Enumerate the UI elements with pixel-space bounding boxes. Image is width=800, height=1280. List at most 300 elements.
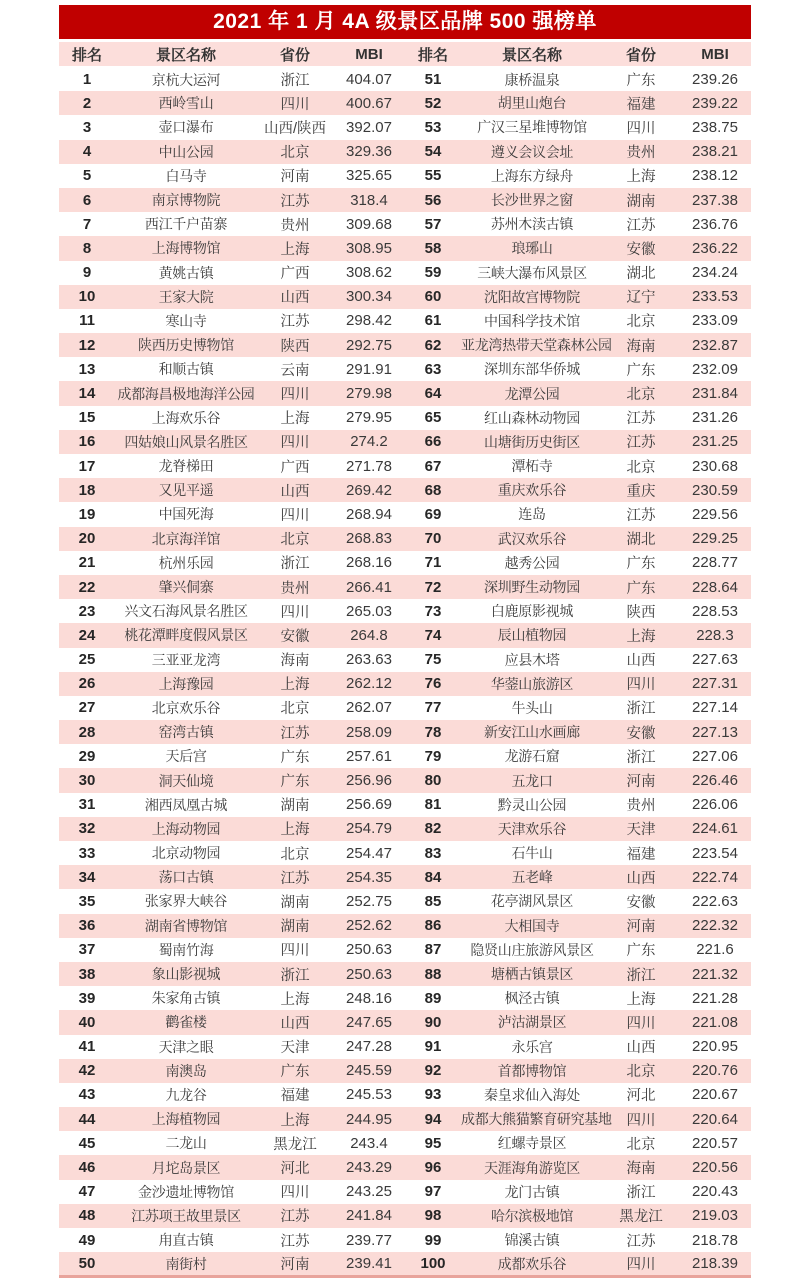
mbi-cell: 237.38	[692, 191, 738, 209]
province-cell: 浙江	[626, 1185, 656, 1202]
scenic-name-cell: 遵义会议会址	[490, 143, 574, 160]
rank-cell: 43	[78, 1086, 96, 1104]
mbi-cell: 254.47	[346, 844, 392, 862]
rank-cell: 4	[82, 143, 92, 161]
rank-cell: 96	[424, 1159, 442, 1177]
mbi-cell: 221.32	[692, 965, 738, 983]
scenic-name-cell: 泸沽湖景区	[497, 1014, 567, 1031]
rank-cell: 3	[82, 118, 92, 136]
province-cell: 山西	[280, 290, 310, 307]
mbi-cell: 220.56	[692, 1159, 738, 1177]
table-row	[59, 333, 751, 357]
rank-cell: 24	[78, 626, 96, 644]
rank-cell: 14	[78, 385, 96, 403]
table-row	[59, 527, 751, 551]
scenic-name-cell: 京杭大运河	[151, 71, 221, 88]
rank-cell: 76	[424, 675, 442, 693]
scenic-name-cell: 胡里山炮台	[497, 95, 567, 112]
scenic-name-cell: 杭州乐园	[158, 554, 214, 571]
scenic-name-cell: 兴文石海风景名胜区	[124, 603, 248, 620]
table-row	[59, 1107, 751, 1131]
rank-cell: 71	[424, 554, 442, 572]
table-row	[59, 865, 751, 889]
mbi-cell: 279.95	[346, 409, 392, 427]
rank-cell: 20	[78, 530, 96, 548]
province-cell: 河南	[280, 1257, 310, 1274]
rank-cell: 5	[82, 167, 92, 185]
scenic-name-cell: 锦溪古镇	[504, 1232, 560, 1249]
rank-cell: 9	[82, 264, 92, 282]
province-cell: 福建	[280, 1088, 310, 1105]
rank-cell: 15	[78, 409, 96, 427]
province-cell: 湖南	[280, 919, 310, 936]
rank-cell: 69	[424, 505, 442, 523]
province-cell: 贵州	[280, 217, 310, 234]
rank-cell: 56	[424, 191, 442, 209]
scenic-name-cell: 广汉三星堆博物馆	[477, 119, 587, 136]
scenic-name-cell: 西江千户苗寨	[144, 216, 228, 233]
province-cell: 河南	[626, 774, 656, 791]
mbi-cell: 269.42	[346, 481, 392, 499]
table-row	[59, 67, 751, 91]
scenic-name-cell: 黄姚古镇	[158, 264, 214, 281]
mbi-cell: 247.28	[346, 1038, 392, 1056]
province-cell: 云南	[280, 362, 310, 379]
province-cell: 江苏	[626, 435, 656, 452]
table-row	[59, 309, 751, 333]
rank-cell: 7	[82, 215, 92, 233]
table-row	[59, 575, 751, 599]
rank-cell: 37	[78, 941, 96, 959]
scenic-name-cell: 红山森林动物园	[484, 409, 580, 426]
mbi-cell: 291.91	[346, 360, 392, 378]
mbi-cell: 256.69	[346, 796, 392, 814]
province-cell: 四川	[280, 96, 310, 113]
province-cell: 浙江	[280, 73, 310, 90]
rank-cell: 49	[78, 1231, 96, 1249]
scenic-name-cell: 上海植物园	[151, 1111, 221, 1128]
table-row	[59, 406, 751, 430]
rank-cell: 47	[78, 1183, 96, 1201]
province-cell: 广西	[280, 266, 310, 283]
mbi-cell: 238.21	[692, 143, 738, 161]
mbi-cell: 268.16	[346, 554, 392, 572]
province-cell: 湖北	[626, 266, 656, 283]
mbi-cell: 245.59	[346, 1062, 392, 1080]
rank-cell: 13	[78, 360, 96, 378]
province-cell: 海南	[626, 338, 656, 355]
mbi-cell: 220.57	[692, 1134, 738, 1152]
province-cell: 四川	[626, 120, 656, 137]
rank-cell: 79	[424, 747, 442, 765]
scenic-name-cell: 张家界大峡谷	[144, 893, 228, 910]
mbi-cell: 221.6	[696, 941, 734, 959]
province-cell: 河南	[280, 169, 310, 186]
scenic-name-cell: 天津欢乐谷	[497, 820, 567, 837]
rank-cell: 54	[424, 143, 442, 161]
rank-cell: 46	[78, 1159, 96, 1177]
col-header-name-right: 景区名称	[461, 42, 603, 67]
scenic-name-cell: 花亭湖风景区	[490, 893, 574, 910]
province-cell: 山西	[626, 1040, 656, 1057]
mbi-cell: 222.32	[692, 917, 738, 935]
province-cell: 浙江	[280, 556, 310, 573]
rank-cell: 95	[424, 1134, 442, 1152]
col-header-province-left: 省份	[257, 42, 333, 67]
scenic-name-cell: 蜀南竹海	[158, 941, 214, 958]
rank-cell: 65	[424, 409, 442, 427]
scenic-name-cell: 上海欢乐谷	[151, 409, 221, 426]
province-cell: 江苏	[626, 1233, 656, 1250]
scenic-name-cell: 中山公园	[158, 143, 214, 160]
province-cell: 四川	[280, 435, 310, 452]
scenic-name-cell: 二龙山	[165, 1135, 207, 1152]
mbi-cell: 224.61	[692, 820, 738, 838]
table-row	[59, 1010, 751, 1034]
table-row	[59, 768, 751, 792]
scenic-name-cell: 天涯海角游览区	[484, 1159, 580, 1176]
scenic-name-cell: 红螺寺景区	[497, 1135, 567, 1152]
province-cell: 上海	[280, 411, 310, 428]
province-cell: 江苏	[280, 725, 310, 742]
rank-cell: 52	[424, 94, 442, 112]
rank-cell: 42	[78, 1062, 96, 1080]
scenic-name-cell: 甪直古镇	[158, 1232, 214, 1249]
scenic-name-cell: 武汉欢乐谷	[497, 530, 567, 547]
table-row	[59, 648, 751, 672]
mbi-cell: 392.07	[346, 118, 392, 136]
table-row	[59, 1252, 751, 1276]
scenic-name-cell: 上海动物园	[151, 820, 221, 837]
rank-cell: 55	[424, 167, 442, 185]
mbi-cell: 220.67	[692, 1086, 738, 1104]
province-cell: 上海	[280, 677, 310, 694]
rank-cell: 100	[420, 1255, 446, 1273]
mbi-cell: 222.63	[692, 892, 738, 910]
rank-cell: 91	[424, 1038, 442, 1056]
province-cell: 四川	[280, 1185, 310, 1202]
province-cell: 江苏	[280, 193, 310, 210]
province-cell: 山西	[280, 1015, 310, 1032]
scenic-name-cell: 荡口古镇	[158, 869, 214, 886]
scenic-name-cell: 象山影视城	[151, 966, 221, 983]
scenic-name-cell: 三亚亚龙湾	[151, 651, 221, 668]
rank-cell: 58	[424, 239, 442, 257]
rank-cell: 98	[424, 1207, 442, 1225]
province-cell: 北京	[626, 387, 656, 404]
table-row	[59, 1059, 751, 1083]
rank-cell: 77	[424, 699, 442, 717]
mbi-cell: 265.03	[346, 602, 392, 620]
scenic-name-cell: 山塘街历史街区	[484, 433, 580, 450]
mbi-cell: 256.96	[346, 772, 392, 790]
rank-cell: 6	[82, 191, 92, 209]
province-cell: 安徽	[626, 241, 656, 258]
scenic-name-cell: 长沙世界之窗	[490, 192, 574, 209]
province-cell: 辽宁	[626, 290, 656, 307]
scenic-name-cell: 琅琊山	[511, 240, 553, 257]
mbi-cell: 250.63	[346, 941, 392, 959]
scenic-name-cell: 三峡大瀑布风景区	[477, 264, 587, 281]
province-cell: 广东	[626, 73, 656, 90]
province-cell: 四川	[280, 387, 310, 404]
province-cell: 四川	[626, 1257, 656, 1274]
scenic-name-cell: 洞天仙境	[158, 772, 214, 789]
province-cell: 贵州	[280, 580, 310, 597]
mbi-cell: 239.41	[346, 1255, 392, 1273]
rank-cell: 53	[424, 118, 442, 136]
mbi-cell: 248.16	[346, 989, 392, 1007]
mbi-cell: 228.64	[692, 578, 738, 596]
province-cell: 北京	[626, 1064, 656, 1081]
province-cell: 北京	[626, 1136, 656, 1153]
rank-cell: 33	[78, 844, 96, 862]
mbi-cell: 226.46	[692, 772, 738, 790]
scenic-name-cell: 南澳岛	[165, 1062, 207, 1079]
mbi-cell: 234.24	[692, 264, 738, 282]
mbi-cell: 308.95	[346, 239, 392, 257]
rank-cell: 90	[424, 1013, 442, 1031]
scenic-name-cell: 上海博物馆	[151, 240, 221, 257]
scenic-name-cell: 江苏项王故里景区	[131, 1207, 241, 1224]
mbi-cell: 232.87	[692, 336, 738, 354]
rank-cell: 26	[78, 675, 96, 693]
province-cell: 四川	[626, 1112, 656, 1129]
table-row	[59, 357, 751, 381]
mbi-cell: 243.25	[346, 1183, 392, 1201]
province-cell: 山西/陕西	[263, 120, 327, 137]
mbi-cell: 220.64	[692, 1110, 738, 1128]
province-cell: 江苏	[280, 1233, 310, 1250]
ranking-table-body	[59, 67, 751, 1276]
rank-cell: 94	[424, 1110, 442, 1128]
scenic-name-cell: 隐贤山庄旅游风景区	[470, 941, 594, 958]
province-cell: 安徽	[626, 894, 656, 911]
mbi-cell: 241.84	[346, 1207, 392, 1225]
table-row	[59, 1083, 751, 1107]
scenic-name-cell: 中国死海	[158, 506, 214, 523]
scenic-name-cell: 北京海洋馆	[151, 530, 221, 547]
mbi-cell: 239.22	[692, 94, 738, 112]
table-row	[59, 115, 751, 139]
scenic-name-cell: 上海东方绿舟	[490, 167, 574, 184]
table-row	[59, 502, 751, 526]
table-row	[59, 672, 751, 696]
province-cell: 广东	[626, 556, 656, 573]
scenic-name-cell: 鹳雀楼	[165, 1014, 207, 1031]
province-cell: 福建	[626, 96, 656, 113]
rank-cell: 31	[78, 796, 96, 814]
rank-cell: 21	[78, 554, 96, 572]
province-cell: 上海	[280, 822, 310, 839]
mbi-cell: 250.63	[346, 965, 392, 983]
province-cell: 河北	[626, 1088, 656, 1105]
province-cell: 广东	[280, 749, 310, 766]
mbi-cell: 218.39	[692, 1255, 738, 1273]
rank-cell: 51	[424, 71, 442, 89]
col-header-mbi-left: MBI	[333, 42, 405, 67]
mbi-cell: 223.54	[692, 844, 738, 862]
scenic-name-cell: 成都大熊猫繁育研究基地	[461, 1111, 612, 1128]
rank-cell: 88	[424, 965, 442, 983]
rank-cell: 85	[424, 892, 442, 910]
scenic-name-cell: 白马寺	[165, 167, 207, 184]
scenic-name-cell: 塘栖古镇景区	[490, 966, 574, 983]
scenic-name-cell: 朱家角古镇	[151, 990, 221, 1007]
mbi-cell: 243.4	[350, 1134, 388, 1152]
province-cell: 广东	[280, 1064, 310, 1081]
province-cell: 陕西	[280, 338, 310, 355]
mbi-cell: 231.84	[692, 385, 738, 403]
scenic-name-cell: 月坨岛景区	[151, 1159, 221, 1176]
rank-cell: 83	[424, 844, 442, 862]
scenic-name-cell: 连岛	[518, 506, 546, 523]
province-cell: 北京	[626, 459, 656, 476]
scenic-name-cell: 永乐宫	[511, 1038, 553, 1055]
table-row	[59, 1155, 751, 1179]
scenic-name-cell: 重庆欢乐谷	[497, 482, 567, 499]
scenic-name-cell: 湖南省博物馆	[144, 917, 228, 934]
province-cell: 北京	[280, 846, 310, 863]
scenic-name-cell: 天后宫	[165, 748, 207, 765]
table-row	[59, 212, 751, 236]
mbi-cell: 230.68	[692, 457, 738, 475]
rank-cell: 38	[78, 965, 96, 983]
province-cell: 山西	[626, 870, 656, 887]
rank-cell: 68	[424, 481, 442, 499]
scenic-name-cell: 和顺古镇	[158, 361, 214, 378]
province-cell: 安徽	[280, 628, 310, 645]
mbi-cell: 292.75	[346, 336, 392, 354]
mbi-cell: 227.13	[692, 723, 738, 741]
mbi-cell: 231.26	[692, 409, 738, 427]
table-row	[59, 91, 751, 115]
table-row	[59, 841, 751, 865]
rank-cell: 50	[78, 1255, 96, 1273]
scenic-name-cell: 华蓥山旅游区	[490, 675, 574, 692]
province-cell: 北京	[626, 314, 656, 331]
rank-cell: 12	[78, 336, 96, 354]
mbi-cell: 233.53	[692, 288, 738, 306]
mbi-cell: 220.76	[692, 1062, 738, 1080]
scenic-name-cell: 天津之眼	[158, 1038, 214, 1055]
mbi-cell: 218.78	[692, 1231, 738, 1249]
scenic-name-cell: 大相国寺	[504, 917, 560, 934]
mbi-cell: 230.59	[692, 481, 738, 499]
rank-cell: 16	[78, 433, 96, 451]
mbi-cell: 329.36	[346, 143, 392, 161]
table-row	[59, 140, 751, 164]
mbi-cell: 271.78	[346, 457, 392, 475]
province-cell: 江苏	[626, 507, 656, 524]
rank-cell: 11	[79, 312, 95, 330]
province-cell: 浙江	[626, 749, 656, 766]
mbi-cell: 227.06	[692, 747, 738, 765]
province-cell: 上海	[626, 169, 656, 186]
rank-cell: 75	[424, 651, 442, 669]
table-row	[59, 793, 751, 817]
rank-cell: 40	[78, 1013, 96, 1031]
rank-cell: 44	[78, 1110, 96, 1128]
table-row	[59, 744, 751, 768]
mbi-cell: 220.43	[692, 1183, 738, 1201]
col-header-rank-right: 排名	[405, 42, 461, 67]
rank-cell: 34	[78, 868, 96, 886]
province-cell: 北京	[280, 701, 310, 718]
table-row	[59, 261, 751, 285]
mbi-cell: 220.95	[692, 1038, 738, 1056]
table-row	[59, 986, 751, 1010]
mbi-cell: 228.3	[696, 626, 734, 644]
rank-cell: 8	[82, 239, 92, 257]
scenic-name-cell: 桃花潭畔度假风景区	[124, 627, 248, 644]
mbi-cell: 238.75	[692, 118, 738, 136]
scenic-name-cell: 亚龙湾热带天堂森林公园	[461, 337, 612, 354]
scenic-name-cell: 沈阳故宫博物院	[484, 288, 580, 305]
province-cell: 天津	[280, 1040, 310, 1057]
mbi-cell: 268.83	[346, 530, 392, 548]
mbi-cell: 231.25	[692, 433, 738, 451]
scenic-name-cell: 龙游石窟	[504, 748, 560, 765]
rank-cell: 25	[78, 651, 96, 669]
rank-cell: 57	[424, 215, 442, 233]
rank-cell: 1	[82, 71, 92, 89]
province-cell: 浙江	[626, 967, 656, 984]
scenic-name-cell: 潭柘寺	[511, 458, 553, 475]
rank-cell: 62	[424, 336, 442, 354]
scenic-name-cell: 五龙口	[511, 772, 553, 789]
mbi-cell: 257.61	[346, 747, 392, 765]
province-cell: 海南	[280, 653, 310, 670]
province-cell: 北京	[280, 532, 310, 549]
rank-cell: 63	[424, 360, 442, 378]
mbi-cell: 279.98	[346, 385, 392, 403]
col-header-mbi-right: MBI	[679, 42, 751, 67]
rank-cell: 22	[78, 578, 96, 596]
mbi-cell: 264.8	[350, 626, 388, 644]
table-row	[59, 599, 751, 623]
mbi-cell: 229.56	[692, 505, 738, 523]
table-row	[59, 720, 751, 744]
scenic-name-cell: 龙门古镇	[504, 1183, 560, 1200]
province-cell: 四川	[280, 604, 310, 621]
scenic-name-cell: 龙脊梯田	[158, 458, 214, 475]
rank-cell: 48	[78, 1207, 96, 1225]
mbi-cell: 226.06	[692, 796, 738, 814]
rank-cell: 35	[78, 892, 96, 910]
table-row	[59, 478, 751, 502]
rank-cell: 64	[424, 385, 442, 403]
province-cell: 上海	[626, 628, 656, 645]
mbi-cell: 400.67	[346, 94, 392, 112]
rank-cell: 67	[424, 457, 442, 475]
province-cell: 江苏	[280, 314, 310, 331]
province-cell: 河南	[626, 919, 656, 936]
province-cell: 陕西	[626, 604, 656, 621]
table-row	[59, 1204, 751, 1228]
table-row	[59, 696, 751, 720]
province-cell: 四川	[626, 1015, 656, 1032]
scenic-name-cell: 越秀公园	[504, 554, 560, 571]
province-cell: 海南	[626, 1161, 656, 1178]
province-cell: 四川	[280, 507, 310, 524]
province-cell: 广东	[280, 774, 310, 791]
rank-cell: 23	[78, 602, 96, 620]
rank-cell: 39	[78, 989, 96, 1007]
mbi-cell: 263.63	[346, 651, 392, 669]
scenic-name-cell: 牛头山	[511, 699, 553, 716]
mbi-cell: 238.12	[692, 167, 738, 185]
